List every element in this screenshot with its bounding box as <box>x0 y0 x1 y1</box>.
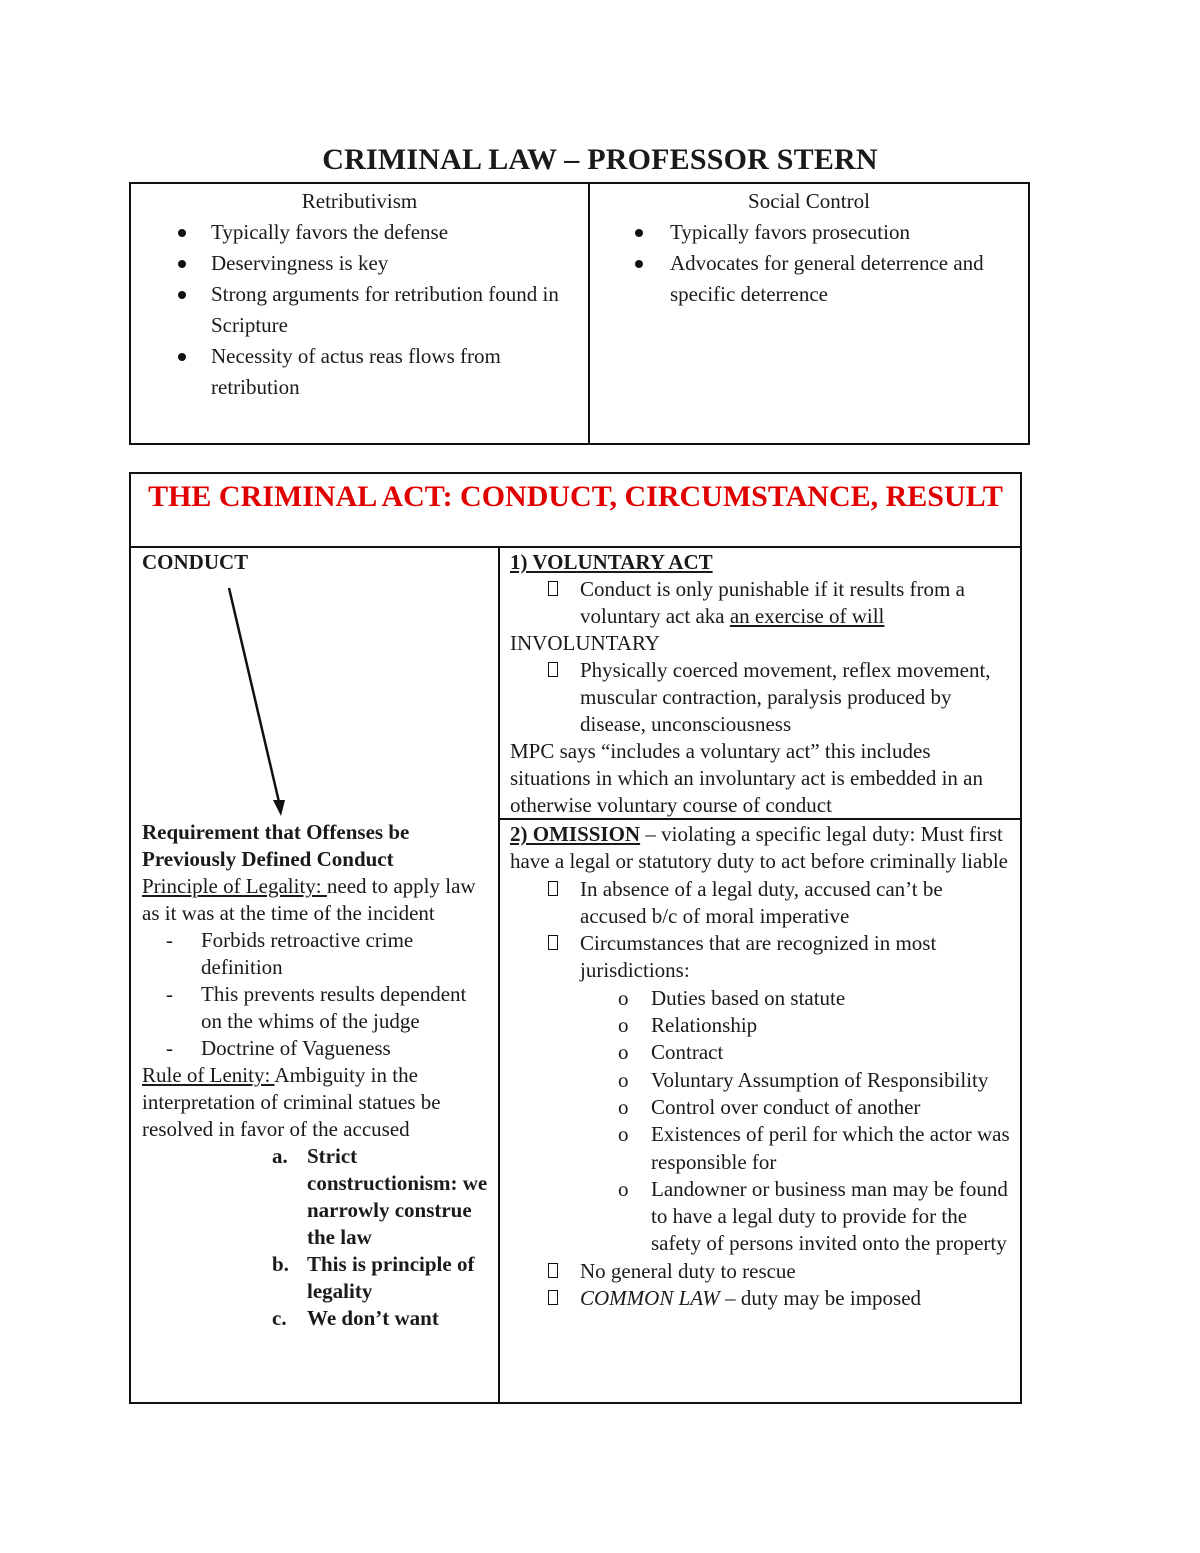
list-item: Advocates for general deterrence and specific deterrence <box>590 248 1028 310</box>
list-item: o Landowner or business man may be found to have a legal duty to provide for the safety of persons invited onto the property <box>618 1176 1008 1256</box>
omission-cell <box>500 820 1020 1402</box>
list-item: o Relationship <box>618 1013 758 1038</box>
document-title: CRIMINAL LAW – PROFESSOR STERN <box>322 143 878 176</box>
list-item: o Contract <box>618 1040 724 1065</box>
involuntary-label: INVOLUNTARY <box>510 631 660 655</box>
legality-paragraph <box>142 873 488 927</box>
conduct-cell <box>131 548 500 1402</box>
lenity-paragraph <box>142 1062 488 1143</box>
list-item: o Voluntary Assumption of Responsibility <box>618 1067 989 1092</box>
list-item: o Existences of peril for which the actor was responsible for <box>618 1122 1010 1174</box>
voluntary-act-heading: 1) VOLUNTARY ACT <box>510 550 713 574</box>
list-item: c. We don’t want <box>272 1306 439 1330</box>
lenity-label: Rule of Lenity: <box>142 1063 275 1087</box>
list-item: o Control over conduct of another <box>618 1094 921 1119</box>
list-item: Deservingness is key <box>131 248 588 279</box>
list-item: In absence of a legal duty, accused can’t be accused b/c of moral imperative <box>510 876 1012 931</box>
involuntary-list <box>510 657 1012 738</box>
legality-label: Principle of Legality: <box>142 874 327 898</box>
requirement-heading: Requirement that Offenses be Previously Defined Conduct <box>142 820 410 871</box>
retributivism-heading: Retributivism <box>301 189 418 213</box>
social-control-heading: Social Control <box>748 189 870 213</box>
criminal-act-heading: THE CRIMINAL ACT: CONDUCT, CIRCUMSTANCE, RESULT <box>131 474 1020 548</box>
list-item: b. This is principle of legality <box>272 1252 475 1303</box>
retributivism-column <box>131 184 590 443</box>
voluntary-list <box>510 576 1012 630</box>
list-item: Strong arguments for retribution found in Scripture <box>131 279 588 341</box>
omission-heading: 2) OMISSION <box>510 822 641 846</box>
social-control-list <box>590 217 1028 310</box>
omission-list-2 <box>510 1258 1012 1313</box>
list-item: o Duties based on statute <box>618 985 846 1010</box>
criminal-act-body <box>131 548 1020 1402</box>
list-item: a. Strict constructionism: we narrowly construe the law <box>272 1144 488 1249</box>
checkbox-glyph-icon <box>548 1290 558 1305</box>
lenity-text: Ambiguity in the interpretation of criminal statues be resolved in favor of the accused <box>142 1063 441 1141</box>
list-item: COMMON LAW – duty may be imposed <box>510 1285 1012 1312</box>
list-item: - This prevents results dependent on the whims of the judge <box>166 982 467 1033</box>
criminal-act-table <box>129 472 1022 1404</box>
checkbox-glyph-icon <box>548 581 558 596</box>
duty-sources-list <box>510 985 1012 1258</box>
mpc-paragraph: MPC says “includes a voluntary act” this includes situations in which an involuntary act is embedded in an otherwise voluntary course of conduct <box>510 739 983 817</box>
voluntary-act-cell <box>500 548 1020 820</box>
list-item: Conduct is only punishable if it results from a voluntary act aka an exercise of will <box>510 576 1012 630</box>
list-item: Typically favors prosecution <box>590 217 1028 248</box>
list-item: - Forbids retroactive crime definition <box>166 928 414 979</box>
legality-text: need to apply law as it was at the time of the incident <box>142 874 476 925</box>
list-item: No general duty to rescue <box>510 1258 1012 1285</box>
checkbox-glyph-icon <box>548 1263 558 1278</box>
lenity-list <box>142 1143 488 1332</box>
list-item: Physically coerced movement, reflex movement, muscular contraction, paralysis produced by disease, unconsciousness <box>510 657 1012 738</box>
list-item: Circumstances that are recognized in most jurisdictions: <box>510 930 1012 985</box>
arrow-down-icon <box>142 576 342 819</box>
list-item: Typically favors the defense <box>131 217 588 248</box>
retributivism-list <box>131 217 588 403</box>
list-item: Necessity of actus reas flows from retribution <box>131 341 588 403</box>
checkbox-glyph-icon <box>548 662 558 677</box>
omission-list <box>510 876 1012 985</box>
conduct-label: CONDUCT <box>142 550 249 574</box>
legality-list <box>142 927 488 1062</box>
checkbox-glyph-icon <box>548 935 558 950</box>
theories-table <box>129 182 1030 445</box>
checkbox-glyph-icon <box>548 881 558 896</box>
social-control-column <box>590 184 1028 443</box>
list-item: - Doctrine of Vagueness <box>166 1036 391 1060</box>
omission-paragraph: 2) OMISSION – violating a specific legal duty: Must first have a legal or statutory duty to act before criminally liable <box>510 822 1008 874</box>
